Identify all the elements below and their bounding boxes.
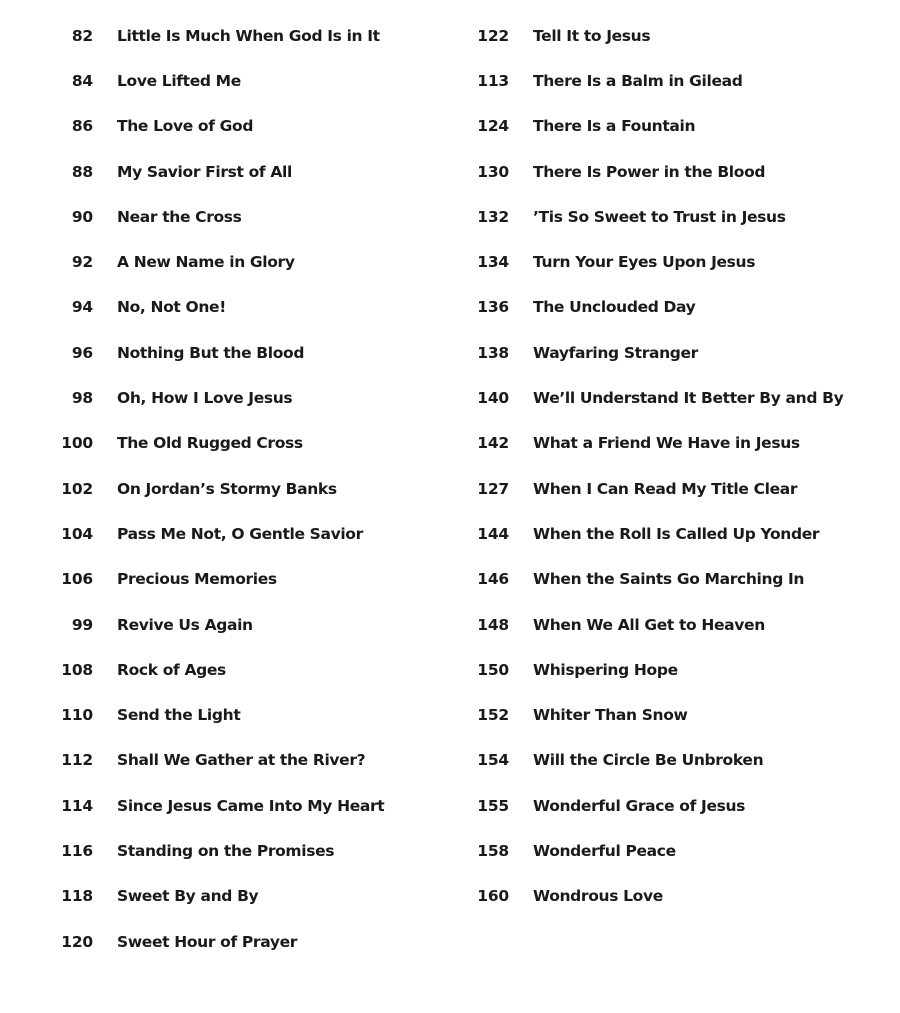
contents-entry — [50, 511, 430, 556]
contents-entry — [466, 239, 886, 284]
entry-page-number: 110 — [61, 706, 93, 725]
contents-entry — [50, 738, 430, 783]
contents-entry — [466, 783, 886, 828]
entry-page-number: 92 — [71, 253, 93, 272]
contents-entry — [466, 874, 886, 919]
entry-page-number: 102 — [61, 479, 93, 498]
contents-entry — [466, 194, 886, 239]
contents-entry — [466, 511, 886, 556]
entry-song-title: My Savior First of All — [117, 162, 292, 181]
contents-entry — [50, 375, 430, 420]
contents-entry — [466, 104, 886, 149]
contents-entry — [466, 557, 886, 602]
contents-entry — [50, 239, 430, 284]
entry-song-title: Tell It to Jesus — [533, 26, 651, 45]
entry-song-title: Whiter Than Snow — [533, 706, 688, 725]
entry-song-title: No, Not One! — [117, 298, 226, 317]
entry-page-number: 106 — [61, 570, 93, 589]
contents-entry — [50, 557, 430, 602]
entry-song-title: Shall We Gather at the River? — [117, 751, 366, 770]
entry-song-title: When I Can Read My Title Clear — [533, 479, 798, 498]
entry-page-number: 86 — [71, 117, 93, 136]
entry-page-number: 130 — [477, 162, 509, 181]
entry-song-title: When the Roll Is Called Up Yonder — [533, 524, 820, 543]
contents-entry — [50, 874, 430, 919]
contents-entry — [50, 330, 430, 375]
contents-entry — [50, 602, 430, 647]
contents-entry — [466, 375, 886, 420]
entry-page-number: 120 — [61, 932, 93, 951]
contents-entry — [466, 692, 886, 737]
entry-page-number: 108 — [61, 660, 93, 679]
contents-entry — [466, 738, 886, 783]
entry-song-title: Precious Memories — [117, 570, 277, 589]
entry-page-number: 158 — [477, 841, 509, 860]
entry-song-title: Sweet By and By — [117, 887, 259, 906]
entry-song-title: Nothing But the Blood — [117, 343, 305, 362]
contents-entry — [466, 149, 886, 194]
contents-entry — [50, 466, 430, 511]
entry-page-number: 150 — [477, 660, 509, 679]
contents-left-column — [50, 13, 430, 964]
contents-entry — [50, 285, 430, 330]
entry-page-number: 88 — [71, 162, 93, 181]
entry-page-number: 146 — [477, 570, 509, 589]
entry-page-number: 155 — [477, 796, 509, 815]
entry-song-title: The Love of God — [117, 117, 254, 136]
contents-entry — [50, 919, 430, 964]
entry-song-title: The Old Rugged Cross — [117, 434, 303, 453]
entry-page-number: 160 — [477, 887, 509, 906]
entry-song-title: The Unclouded Day — [533, 298, 696, 317]
entry-song-title: Standing on the Promises — [117, 841, 335, 860]
entry-page-number: 113 — [477, 71, 509, 90]
contents-entry — [50, 647, 430, 692]
entry-page-number: 96 — [71, 343, 93, 362]
entry-song-title: Near the Cross — [117, 207, 242, 226]
entry-page-number: 140 — [477, 389, 509, 408]
contents-entry — [466, 466, 886, 511]
contents-entry — [466, 330, 886, 375]
contents-right-column — [466, 13, 886, 919]
entry-page-number: 116 — [61, 841, 93, 860]
entry-page-number: 152 — [477, 706, 509, 725]
entry-song-title: ’Tis So Sweet to Trust in Jesus — [533, 207, 786, 226]
entry-song-title: Love Lifted Me — [117, 71, 241, 90]
entry-page-number: 84 — [71, 71, 93, 90]
entry-page-number: 98 — [71, 389, 93, 408]
entry-page-number: 132 — [477, 207, 509, 226]
contents-entry — [466, 602, 886, 647]
entry-page-number: 90 — [71, 207, 93, 226]
entry-page-number: 118 — [61, 887, 93, 906]
entry-page-number: 114 — [61, 796, 93, 815]
entry-page-number: 122 — [477, 26, 509, 45]
entry-song-title: Revive Us Again — [117, 615, 253, 634]
entry-song-title: A New Name in Glory — [117, 253, 295, 272]
contents-entry — [466, 13, 886, 58]
entry-song-title: There Is a Balm in Gilead — [533, 71, 743, 90]
entry-page-number: 100 — [61, 434, 93, 453]
entry-song-title: What a Friend We Have in Jesus — [533, 434, 800, 453]
contents-entry — [50, 194, 430, 239]
entry-song-title: Wondrous Love — [533, 887, 663, 906]
entry-page-number: 144 — [477, 524, 509, 543]
contents-entry — [50, 58, 430, 103]
entry-song-title: Turn Your Eyes Upon Jesus — [533, 253, 756, 272]
entry-page-number: 142 — [477, 434, 509, 453]
entry-song-title: Wonderful Grace of Jesus — [533, 796, 746, 815]
entry-song-title: Will the Circle Be Unbroken — [533, 751, 764, 770]
entry-page-number: 124 — [477, 117, 509, 136]
contents-entry — [50, 828, 430, 873]
entry-page-number: 134 — [477, 253, 509, 272]
contents-entry — [50, 421, 430, 466]
entry-page-number: 154 — [477, 751, 509, 770]
contents-entry — [466, 58, 886, 103]
contents-entry — [466, 421, 886, 466]
entry-page-number: 136 — [477, 298, 509, 317]
entry-song-title: Oh, How I Love Jesus — [117, 389, 293, 408]
entry-page-number: 112 — [61, 751, 93, 770]
contents-entry — [50, 692, 430, 737]
entry-page-number: 82 — [71, 26, 93, 45]
entry-song-title: There Is a Fountain — [533, 117, 696, 136]
contents-entry — [50, 104, 430, 149]
entry-page-number: 127 — [477, 479, 509, 498]
entry-song-title: Since Jesus Came Into My Heart — [117, 796, 385, 815]
contents-entry — [466, 647, 886, 692]
entry-song-title: When We All Get to Heaven — [533, 615, 765, 634]
entry-song-title: When the Saints Go Marching In — [533, 570, 805, 589]
entry-song-title: Little Is Much When God Is in It — [117, 26, 380, 45]
entry-song-title: Whispering Hope — [533, 660, 678, 679]
entry-song-title: Send the Light — [117, 706, 241, 725]
contents-entry — [50, 149, 430, 194]
entry-song-title: Rock of Ages — [117, 660, 226, 679]
contents-entry — [50, 783, 430, 828]
entry-page-number: 99 — [71, 615, 93, 634]
contents-entry — [466, 828, 886, 873]
entry-song-title: Wonderful Peace — [533, 841, 676, 860]
entry-song-title: On Jordan’s Stormy Banks — [117, 479, 337, 498]
entry-song-title: Wayfaring Stranger — [533, 343, 698, 362]
entry-page-number: 138 — [477, 343, 509, 362]
contents-entry — [50, 13, 430, 58]
entry-page-number: 148 — [477, 615, 509, 634]
entry-song-title: Sweet Hour of Prayer — [117, 932, 298, 951]
entry-song-title: We’ll Understand It Better By and By — [533, 389, 844, 408]
entry-page-number: 94 — [71, 298, 93, 317]
contents-entry — [466, 285, 886, 330]
entry-song-title: Pass Me Not, O Gentle Savior — [117, 524, 363, 543]
entry-song-title: There Is Power in the Blood — [533, 162, 766, 181]
entry-page-number: 104 — [61, 524, 93, 543]
